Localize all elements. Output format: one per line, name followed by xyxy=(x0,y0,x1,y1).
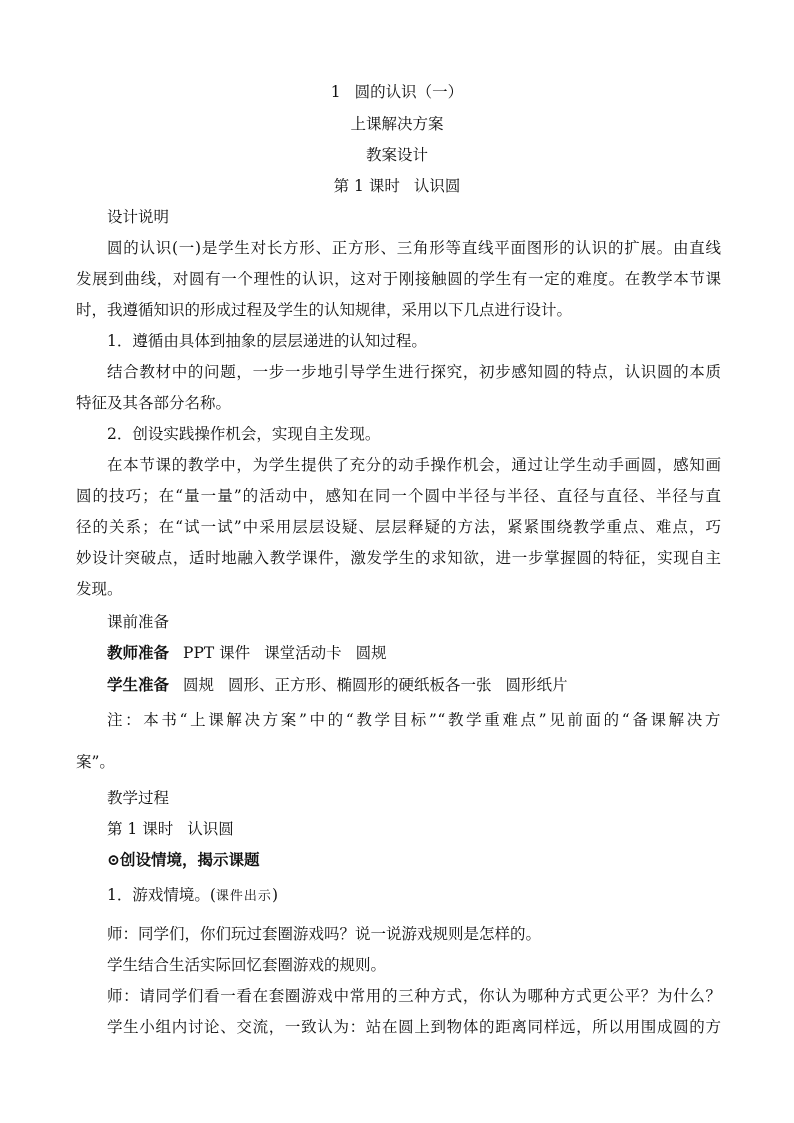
design-para1-line2: 发展到曲线，对圆有一个理性的认识，这对于刚接触圆的学生有一定的难度。在教学本节课 xyxy=(76,270,721,288)
design-para3-line4: 妙设计突破点，适时地融入教学课件，激发学生的求知欲，进一步掌握圆的特征，实现自主 xyxy=(76,549,721,567)
lesson-number: 第 1 课时 xyxy=(333,177,400,195)
teacher-prep-item: 课堂活动卡 xyxy=(264,644,342,662)
subtitle-lesson-plan: 教案设计 xyxy=(365,146,428,164)
dialogue-line: 师：请同学们看一看在套圈游戏中常用的三种方式，你认为哪种方式更公平？为什么？ xyxy=(107,987,721,1005)
student-prep-row xyxy=(107,675,721,695)
dialogue-line: 学生小组内讨论、交流，一致认为：站在圆上到物体的距离同样远，所以用围成圆的方 xyxy=(107,1018,721,1036)
design-para1-line1: 圆的认识(一)是学生对长方形、正方形、三角形等直线平面图形的认识的扩展。由直线 xyxy=(107,239,721,257)
note-line1: 注：本书“上课解决方案”中的“教学目标”“教学重难点”见前面的“备课解决方 xyxy=(107,711,721,729)
design-point1: 1．遵循由具体到抽象的层层递进的认知过程。 xyxy=(107,332,427,350)
step1-note: 课件出示 xyxy=(215,889,272,904)
dialogue-line: 师：同学们，你们玩过套圈游戏吗？说一说游戏规则是怎样的。 xyxy=(107,925,542,943)
note-line2: 案”。 xyxy=(76,753,115,771)
title-number: 1 xyxy=(330,83,341,101)
process-lesson-name: 认识圆 xyxy=(187,820,234,838)
step1-label: 1．游戏情境。( xyxy=(107,886,216,904)
design-para3-line3: 径的关系；在“试一试”中采用层层设疑、层层释疑的方法，紧紧围绕教学重点、难点，巧 xyxy=(76,518,721,536)
section-heading: ⊙创设情境，揭示课题 xyxy=(107,850,260,869)
design-para1-line3: 时，我遵循知识的形成过程及学生的认知规律，采用以下几点进行设计。 xyxy=(76,301,573,319)
design-para3-line2: 圆的技巧；在“量一量”的活动中，感知在同一个圆中半径与半径、直径与直径、半径与直 xyxy=(76,487,721,505)
prep-heading: 课前准备 xyxy=(107,613,170,631)
teacher-prep-label: 教师准备 xyxy=(107,643,170,662)
lesson-heading xyxy=(0,176,794,196)
student-prep-label: 学生准备 xyxy=(107,675,170,694)
process-lesson-number: 第 1 课时 xyxy=(107,820,174,838)
student-prep-item: 圆规 xyxy=(183,676,215,694)
design-heading: 设计说明 xyxy=(107,208,170,226)
process-lesson-heading xyxy=(107,819,721,839)
step1 xyxy=(107,885,721,907)
teacher-prep-item: 圆规 xyxy=(355,644,387,662)
design-para3-line5: 发现。 xyxy=(76,580,123,598)
teacher-prep-item: PPT 课件 xyxy=(183,644,251,662)
student-prep-item: 圆形纸片 xyxy=(505,676,568,694)
student-prep-item: 圆形、正方形、椭圆形的硬纸板各一张 xyxy=(228,676,492,694)
design-point2: 2．创设实践操作机会，实现自主发现。 xyxy=(107,425,381,443)
dialogue-line: 学生结合生活实际回忆套圈游戏的规则。 xyxy=(107,956,387,974)
process-heading: 教学过程 xyxy=(107,789,170,807)
page-title xyxy=(0,82,794,102)
design-para3-line1: 在本节课的教学中，为学生提供了充分的动手操作机会，通过让学生动手画圆，感知画 xyxy=(107,456,721,474)
teacher-prep-row xyxy=(107,643,721,663)
lesson-name: 认识圆 xyxy=(413,177,461,195)
step1-end: ) xyxy=(271,886,278,904)
subtitle-solution: 上课解决方案 xyxy=(350,115,444,133)
design-para2-line1: 结合教材中的问题，一步一步地引导学生进行探究，初步感知圆的特点，认识圆的本质 xyxy=(107,363,721,381)
title-text: 圆的认识（一） xyxy=(354,83,464,101)
design-para2-line2: 特征及其各部分名称。 xyxy=(76,394,232,412)
